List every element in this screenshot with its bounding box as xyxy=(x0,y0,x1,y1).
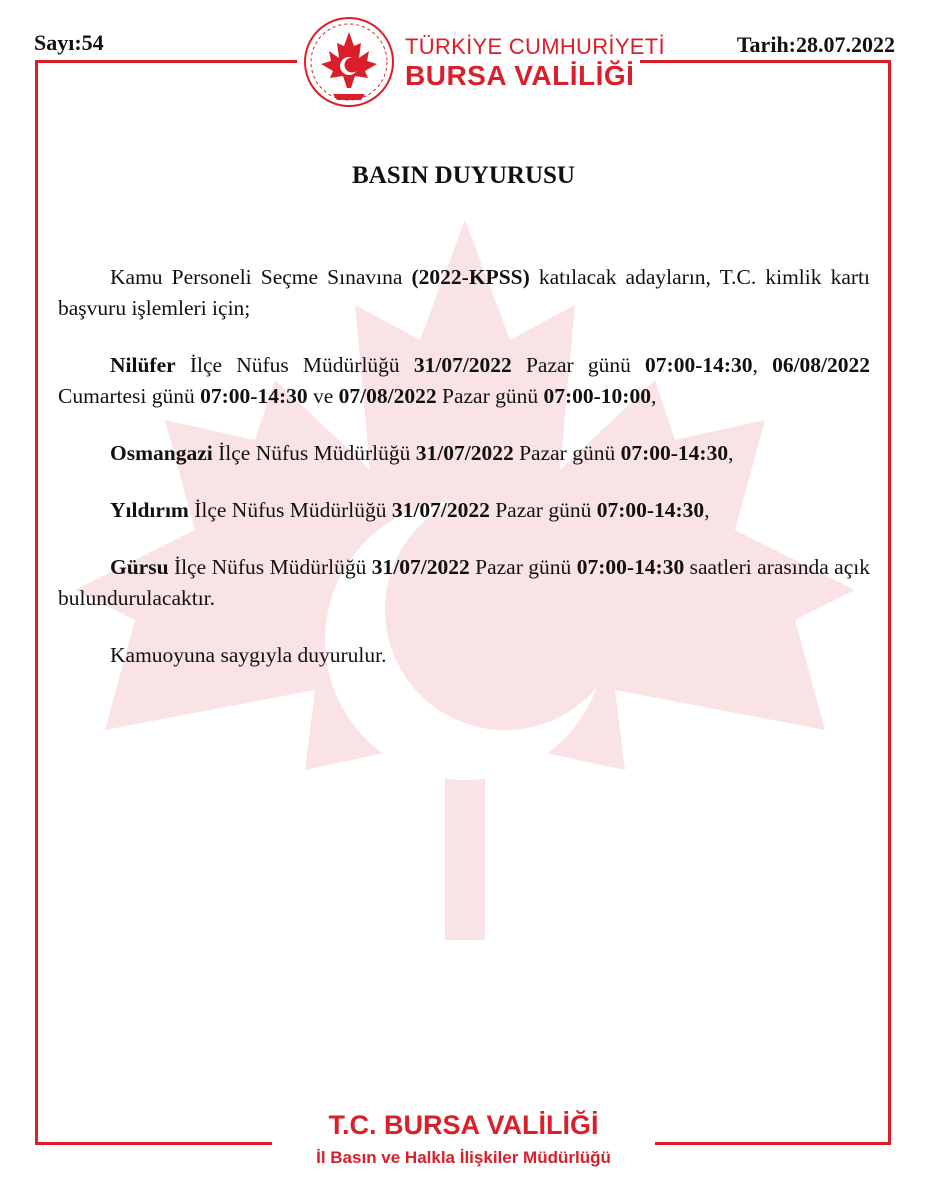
separator-text: , xyxy=(704,498,710,522)
frame-left-border xyxy=(35,60,38,1145)
exam-name: (2022-KPSS) xyxy=(411,265,530,289)
closing-clause-text: saatleri arasında açık bulundurulacaktır. xyxy=(58,555,870,610)
day-text: Pazar günü xyxy=(513,441,621,465)
org-name-line1: TÜRKİYE CUMHURİYETİ xyxy=(405,34,665,59)
day-text: Pazar günü xyxy=(511,353,646,377)
hours-value: 07:00-14:30 xyxy=(645,353,753,377)
gursu-paragraph xyxy=(58,552,870,614)
hours-value: 07:00-14:30 xyxy=(596,498,705,522)
date-value: 07/08/2022 xyxy=(338,384,437,408)
office-text: İlçe Nüfus Müdürlüğü xyxy=(175,353,414,377)
district-name: Yıldırım xyxy=(110,498,189,522)
office-text: İlçe Nüfus Müdürlüğü xyxy=(188,498,392,522)
frame-top-right-border xyxy=(640,60,891,63)
document-date: Tarih:28.07.2022 xyxy=(736,32,895,57)
org-name-line2: BURSA VALİLİĞİ xyxy=(405,60,635,91)
date-value: 31/07/2022 xyxy=(415,441,514,465)
hours-value: 07:00-10:00 xyxy=(543,384,651,408)
yildirim-paragraph xyxy=(58,495,870,526)
footer-org-name: T.C. BURSA VALİLİĞİ xyxy=(328,1110,599,1140)
day-text: Pazar günü xyxy=(489,498,597,522)
separator-text: , xyxy=(650,384,657,408)
district-name: Gürsu xyxy=(110,555,169,579)
date-value: 06/08/2022 xyxy=(772,353,871,377)
office-text: İlçe Nüfus Müdürlüğü xyxy=(168,555,372,579)
closing-paragraph: Kamuoyuna saygıyla duyurulur. xyxy=(110,643,387,667)
day-text: Pazar günü xyxy=(436,384,544,408)
hours-value: 07:00-14:30 xyxy=(576,555,685,579)
state-emblem-icon xyxy=(303,16,395,108)
announcement-body xyxy=(58,262,870,697)
hours-value: 07:00-14:30 xyxy=(620,441,729,465)
intro-text-2: katılacak adayların, T.C. kimlik kartı başvuru işlemleri için; xyxy=(58,265,871,320)
frame-bottom-right-border xyxy=(655,1142,891,1145)
separator-text: , xyxy=(728,441,734,465)
nilufer-paragraph xyxy=(58,350,870,412)
date-value: 31/07/2022 xyxy=(371,555,470,579)
district-name: Osmangazi xyxy=(110,441,213,465)
date-value: 31/07/2022 xyxy=(413,353,512,377)
page-title: BASIN DUYURUSU xyxy=(352,162,575,189)
document-number: Sayı:54 xyxy=(34,30,104,55)
osmangazi-paragraph xyxy=(58,438,870,469)
office-text: İlçe Nüfus Müdürlüğü xyxy=(212,441,416,465)
intro-text-1: Kamu Personeli Seçme Sınavına xyxy=(110,265,412,289)
hours-value: 07:00-14:30 xyxy=(200,384,308,408)
district-name: Nilüfer xyxy=(110,353,176,377)
footer-department: İl Basın ve Halkla İlişkiler Müdürlüğü xyxy=(316,1148,611,1167)
separator-text: ve xyxy=(307,384,339,408)
frame-top-left-border xyxy=(35,60,297,63)
day-text: Cumartesi günü xyxy=(58,384,201,408)
frame-right-border xyxy=(888,60,891,1145)
separator-text: , xyxy=(752,353,773,377)
date-value: 31/07/2022 xyxy=(391,498,490,522)
frame-bottom-left-border xyxy=(35,1142,272,1145)
day-text: Pazar günü xyxy=(469,555,577,579)
intro-paragraph xyxy=(58,262,870,324)
